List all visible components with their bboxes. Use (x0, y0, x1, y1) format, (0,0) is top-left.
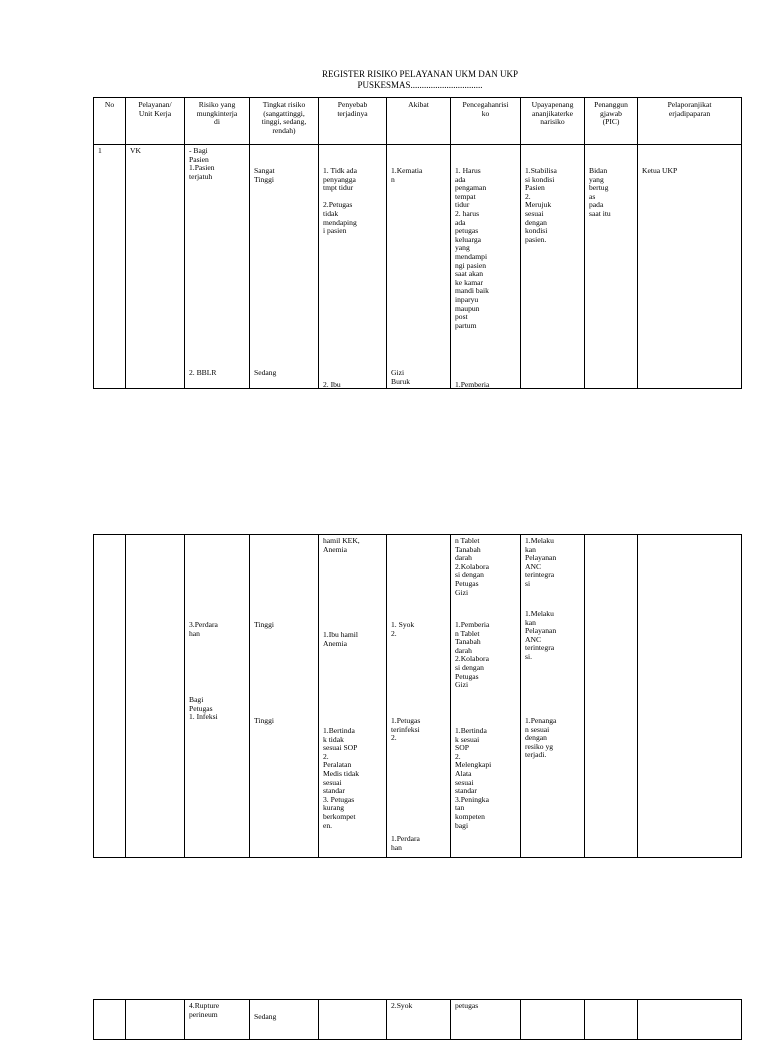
header-pic: Penanggun gjawab (PIC) (585, 98, 638, 145)
table-row (94, 1000, 742, 1040)
cell-prevention: n Tablet Tanabah darah 2.Kolabora si dengan Petugas Gizi 1.Pemberia n Tablet Tanabah darah 2.Kolabora si dengan Petugas Gizi 1.Bertinda k sesuai SOP 2. Melengkapi Alata sesuai standar 3.Peningka tan kompeten bagi (451, 535, 521, 858)
document-title: REGISTER RISIKO PELAYANAN UKM DAN UKP (322, 69, 518, 79)
risk-register-table-page1 (93, 97, 742, 389)
header-cause: Penyebab terjadinya (319, 98, 387, 145)
cell-unit (126, 535, 185, 858)
table-row (94, 535, 742, 858)
cell-pic (585, 535, 638, 858)
cell-level: Sedang (250, 1000, 319, 1040)
header-level: Tingkat risiko (sangattinggi, tinggi, sedang, rendah) (250, 98, 319, 145)
cell-unit (126, 1000, 185, 1040)
cell-level: Sangat Tinggi Sedang (250, 145, 319, 389)
cell-pic (585, 1000, 638, 1040)
header-effect: Akibat (387, 98, 451, 145)
cell-effect: 1. Syok 2. 1.Petugas terinfeksi 2. 1.Perdara han (387, 535, 451, 858)
cell-mitigation (521, 1000, 585, 1040)
cell-level: Tinggi Tinggi (250, 535, 319, 858)
header-risk: Risiko yang mungkinterja di (185, 98, 250, 145)
header-no: No (94, 98, 126, 145)
cell-report: Ketua UKP (638, 145, 742, 389)
document-subtitle: PUSKESMAS................................ (357, 80, 483, 90)
cell-risk: 3.Perdara han Bagi Petugas 1. Infeksi (185, 535, 250, 858)
header-mitigation: Upayapenang ananjikaterke narisiko (521, 98, 585, 145)
cell-report (638, 535, 742, 858)
risk-register-table-page3 (93, 999, 742, 1040)
cell-report (638, 1000, 742, 1040)
cell-effect: 1.Kematia n Gizi Buruk (387, 145, 451, 389)
cell-prevention: petugas (451, 1000, 521, 1040)
cell-cause (319, 1000, 387, 1040)
cell-mitigation: 1.Stabilisa si kondisi Pasien 2. Merujuk sesuai dengan kondisi pasien. (521, 145, 585, 389)
cell-no: 1 (94, 145, 126, 389)
cell-risk: 4.Rupture perineum (185, 1000, 250, 1040)
cell-no (94, 1000, 126, 1040)
risk-register-table-page2 (93, 534, 742, 858)
cell-pic: Bidan yang bertug as pada saat itu (585, 145, 638, 389)
table-row (94, 145, 742, 389)
cell-unit: VK (126, 145, 185, 389)
header-row (94, 98, 742, 145)
cell-mitigation: 1.Melaku kan Pelayanan ANC terintegra si 1.Melaku kan Pelayanan ANC terintegra si. 1.Penanga n sesuai dengan resiko yg terjadi. (521, 535, 585, 858)
header-report: Pelaporanjikat erjadipaparan (638, 98, 742, 145)
cell-cause: 1. Tidk ada penyangga tmpt tidur 2.Petugas tidak mendaping i pasien 2. Ibu (319, 145, 387, 389)
cell-prevention: 1. Harus ada pengaman tempat tidur 2. harus ada petugas keluarga yang mendampi ngi pasien saat akan ke kamar mandi baik inparyu maupun post partum 1.Pemberia (451, 145, 521, 389)
header-prevention: Pencegahanrisi ko (451, 98, 521, 145)
cell-effect: 2.Syok (387, 1000, 451, 1040)
cell-cause: hamil KEK, Anemia 1.Ibu hamil Anemia 1.Bertinda k tidak sesuai SOP 2. Peralatan Medis tidak sesuai standar 3. Petugas kurang berkompet en. (319, 535, 387, 858)
cell-no (94, 535, 126, 858)
header-unit: Pelayanan/ Unit Kerja (126, 98, 185, 145)
cell-risk: - Bagi Pasien 1.Pasien terjatuh 2. BBLR (185, 145, 250, 389)
